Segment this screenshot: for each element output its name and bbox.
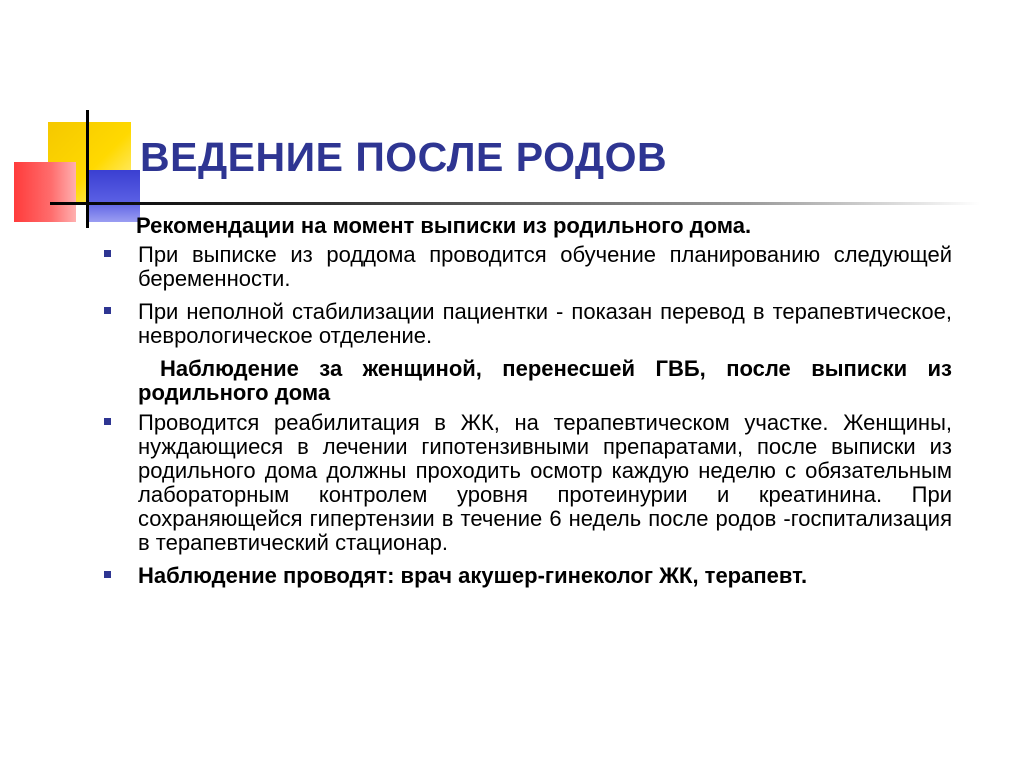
slide-body <box>104 214 952 597</box>
bullet-text: При неполной стабилизации пациентки - показан перевод в терапевтическое, неврологическое отделение. <box>138 299 952 348</box>
section-heading-discharge: Рекомендации на момент выписки из родильного дома. <box>136 213 752 238</box>
slide-title: ВЕДЕНИЕ ПОСЛЕ РОДОВ <box>140 134 668 180</box>
title-underline <box>50 202 980 205</box>
bullet-text: Проводится реабилитация в ЖК, на терапевтическом участке. Женщины, нуждающиеся в лечении гипотензивными препаратами, после выписки из родильного дома должны проходить осмотр каждую неделю с обязательным лабораторным контролем уровня протеинурии и креатинина. При сохраняющейся гипертензии в течение 6 недель после родов -госпитализация в терапевтический стационар. <box>138 410 952 555</box>
bullet-text: Наблюдение проводят: врач акушер-гинеколог ЖК, терапевт. <box>138 563 808 588</box>
section-heading-followup: Наблюдение за женщиной, перенесшей ГВБ, после выписки из родильного дома <box>138 356 952 405</box>
bullet-text: При выписке из роддома проводится обучение планированию следующей беременности. <box>138 242 952 291</box>
square-bullet-icon <box>104 418 111 425</box>
square-bullet-icon <box>104 250 111 257</box>
bullet-item <box>104 564 952 588</box>
bullet-item <box>104 243 952 291</box>
bullet-item <box>104 411 952 555</box>
bullet-item <box>104 300 952 348</box>
decorative-vertical-line <box>86 110 89 228</box>
square-bullet-icon <box>104 571 111 578</box>
decorative-red-square <box>14 162 76 222</box>
square-bullet-icon <box>104 307 111 314</box>
